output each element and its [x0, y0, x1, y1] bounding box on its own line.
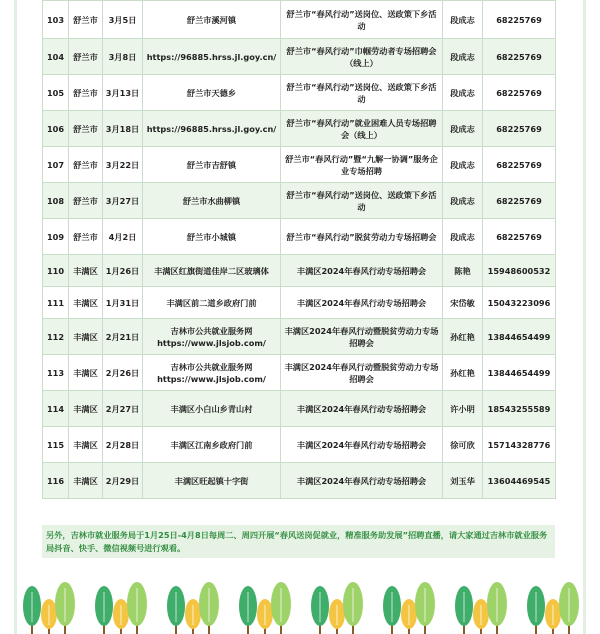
cell-district: 舒兰市 — [69, 219, 103, 255]
cell-row-number: 109 — [43, 219, 69, 255]
cell-date: 3月13日 — [103, 75, 143, 111]
tree-decoration — [0, 578, 600, 634]
cell-district: 舒兰市 — [69, 39, 103, 75]
cell-phone: 68225769 — [483, 219, 556, 255]
events-table — [42, 0, 556, 499]
cell-date: 3月22日 — [103, 147, 143, 183]
cell-venue: https://96885.hrss.jl.goy.cn/ — [143, 39, 281, 75]
cell-row-number: 115 — [43, 427, 69, 463]
tree-icon — [450, 578, 512, 634]
cell-row-number: 113 — [43, 355, 69, 391]
table-row — [43, 255, 556, 287]
cell-contact: 刘玉华 — [443, 463, 483, 499]
cell-row-number: 103 — [43, 1, 69, 39]
table-row — [43, 391, 556, 427]
cell-contact: 段成志 — [443, 111, 483, 147]
cell-district: 丰满区 — [69, 255, 103, 287]
cell-date: 2月27日 — [103, 391, 143, 427]
tree-icon — [306, 578, 368, 634]
cell-venue: 丰满区江南乡政府门前 — [143, 427, 281, 463]
table-row — [43, 1, 556, 39]
cell-phone: 68225769 — [483, 75, 556, 111]
cell-row-number: 106 — [43, 111, 69, 147]
table-row — [43, 111, 556, 147]
cell-phone: 13844654499 — [483, 355, 556, 391]
table-row — [43, 39, 556, 75]
tree-icon — [522, 578, 584, 634]
cell-event-name: 丰满区2024年春风行动专场招聘会 — [281, 255, 443, 287]
cell-contact: 孙红艳 — [443, 319, 483, 355]
table-row — [43, 427, 556, 463]
tree-icon — [234, 578, 296, 634]
cell-date: 3月18日 — [103, 111, 143, 147]
cell-contact: 徐可欣 — [443, 427, 483, 463]
cell-contact: 段成志 — [443, 39, 483, 75]
cell-event-name: 舒兰市“春风行动”巾帼劳动者专场招聘会（线上） — [281, 39, 443, 75]
cell-phone: 15043223096 — [483, 287, 556, 319]
cell-row-number: 112 — [43, 319, 69, 355]
cell-date: 3月8日 — [103, 39, 143, 75]
table-row — [43, 355, 556, 391]
cell-contact: 许小明 — [443, 391, 483, 427]
cell-event-name: 舒兰市“春风行动”送岗位、送政策下乡活动 — [281, 75, 443, 111]
cell-event-name: 丰满区2024年春风行动专场招聘会 — [281, 287, 443, 319]
cell-contact: 段成志 — [443, 219, 483, 255]
cell-row-number: 105 — [43, 75, 69, 111]
cell-contact: 宋岱敏 — [443, 287, 483, 319]
table-row — [43, 287, 556, 319]
cell-phone: 68225769 — [483, 183, 556, 219]
cell-phone: 68225769 — [483, 1, 556, 39]
cell-district: 丰满区 — [69, 319, 103, 355]
cell-district: 丰满区 — [69, 355, 103, 391]
cell-venue: 丰满区旺起镇十字街 — [143, 463, 281, 499]
tree-icon — [378, 578, 440, 634]
cell-venue: 丰满区前二道乡政府门前 — [143, 287, 281, 319]
cell-date: 1月31日 — [103, 287, 143, 319]
cell-venue: 吉林市公共就业服务网 https://www.jlsjob.com/ — [143, 319, 281, 355]
cell-phone: 68225769 — [483, 147, 556, 183]
cell-row-number: 108 — [43, 183, 69, 219]
cell-district: 丰满区 — [69, 287, 103, 319]
cell-event-name: 丰满区2024年春风行动专场招聘会 — [281, 427, 443, 463]
table-row — [43, 147, 556, 183]
cell-date: 2月29日 — [103, 463, 143, 499]
cell-phone: 13844654499 — [483, 319, 556, 355]
cell-district: 丰满区 — [69, 427, 103, 463]
cell-date: 3月5日 — [103, 1, 143, 39]
cell-phone: 15948600532 — [483, 255, 556, 287]
cell-phone: 15714328776 — [483, 427, 556, 463]
cell-phone: 18543255589 — [483, 391, 556, 427]
cell-district: 丰满区 — [69, 463, 103, 499]
cell-contact: 陈艳 — [443, 255, 483, 287]
cell-contact: 段成志 — [443, 75, 483, 111]
cell-venue: 吉林市公共就业服务网 https://www.jlsjob.com/ — [143, 355, 281, 391]
cell-date: 1月26日 — [103, 255, 143, 287]
cell-venue: https://96885.hrss.jl.goy.cn/ — [143, 111, 281, 147]
cell-date: 2月28日 — [103, 427, 143, 463]
tree-icon — [90, 578, 152, 634]
cell-phone: 68225769 — [483, 39, 556, 75]
cell-contact: 孙红艳 — [443, 355, 483, 391]
table-row — [43, 319, 556, 355]
cell-district: 舒兰市 — [69, 147, 103, 183]
cell-district: 舒兰市 — [69, 183, 103, 219]
cell-date: 4月2日 — [103, 219, 143, 255]
table-row — [43, 463, 556, 499]
cell-venue: 舒兰市吉舒镇 — [143, 147, 281, 183]
cell-row-number: 107 — [43, 147, 69, 183]
cell-venue: 舒兰市小城镇 — [143, 219, 281, 255]
table-row — [43, 219, 556, 255]
cell-event-name: 舒兰市“春风行动”暨“九解一协调”服务企业专场招聘 — [281, 147, 443, 183]
cell-phone: 13604469545 — [483, 463, 556, 499]
cell-venue: 丰满区红旗街道佳岸二区玻璃体 — [143, 255, 281, 287]
cell-contact: 段成志 — [443, 147, 483, 183]
cell-date: 3月27日 — [103, 183, 143, 219]
cell-district: 舒兰市 — [69, 75, 103, 111]
cell-district: 舒兰市 — [69, 111, 103, 147]
cell-event-name: 舒兰市“春风行动”脱贫劳动力专场招聘会 — [281, 219, 443, 255]
tree-icon — [162, 578, 224, 634]
cell-event-name: 舒兰市“春风行动”送岗位、送政策下乡活动 — [281, 1, 443, 39]
cell-row-number: 104 — [43, 39, 69, 75]
cell-date: 2月21日 — [103, 319, 143, 355]
cell-venue: 舒兰市溪河镇 — [143, 1, 281, 39]
cell-row-number: 116 — [43, 463, 69, 499]
cell-venue: 舒兰市天德乡 — [143, 75, 281, 111]
livestream-note: 另外，吉林市就业服务局于1月25日-4月8日每周二、周四开展“春风送岗促就业，精准服务助发展”招聘直播，请大家通过吉林市就业服务局抖音、快手、微信视频号进行观看。 — [42, 525, 555, 558]
cell-event-name: 丰满区2024年春风行动暨脱贫劳动力专场招聘会 — [281, 319, 443, 355]
cell-venue: 舒兰市水曲柳镇 — [143, 183, 281, 219]
cell-row-number: 110 — [43, 255, 69, 287]
cell-contact: 段成志 — [443, 1, 483, 39]
cell-district: 丰满区 — [69, 391, 103, 427]
cell-event-name: 舒兰市“春风行动”送岗位、送政策下乡活动 — [281, 183, 443, 219]
cell-row-number: 111 — [43, 287, 69, 319]
cell-venue: 丰满区小白山乡青山村 — [143, 391, 281, 427]
cell-date: 2月26日 — [103, 355, 143, 391]
cell-event-name: 丰满区2024年春风行动专场招聘会 — [281, 463, 443, 499]
cell-phone: 68225769 — [483, 111, 556, 147]
cell-district: 舒兰市 — [69, 1, 103, 39]
cell-event-name: 丰满区2024年春风行动专场招聘会 — [281, 391, 443, 427]
cell-event-name: 丰满区2024年春风行动暨脱贫劳动力专场招聘会 — [281, 355, 443, 391]
table-row — [43, 183, 556, 219]
cell-contact: 段成志 — [443, 183, 483, 219]
cell-row-number: 114 — [43, 391, 69, 427]
cell-event-name: 舒兰市“春风行动”就业困难人员专场招聘会（线上） — [281, 111, 443, 147]
table-row — [43, 75, 556, 111]
tree-icon — [18, 578, 80, 634]
